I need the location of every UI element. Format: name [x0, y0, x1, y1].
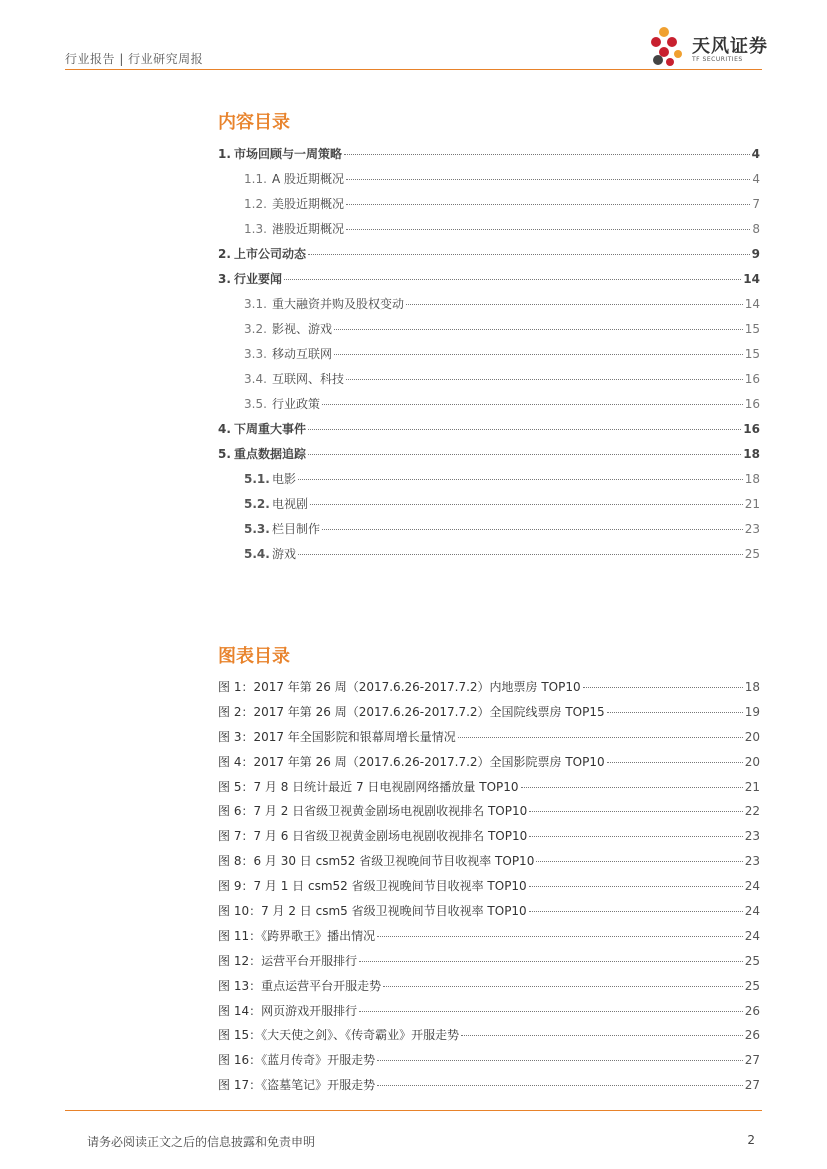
- toc-entry[interactable]: [218, 467, 760, 492]
- figure-entry-page: 22: [744, 804, 760, 819]
- toc-entry-page: 9: [751, 247, 760, 261]
- toc-entry-page: 16: [744, 372, 760, 386]
- toc-entry-page: 14: [743, 272, 760, 286]
- figure-entry[interactable]: [218, 775, 760, 800]
- toc-entry-label: 重点数据追踪: [234, 447, 307, 461]
- toc-entry-number: 3.5.: [244, 397, 267, 411]
- figure-entry-label: 图 11：《跨界歌王》播出情况: [218, 928, 376, 943]
- figure-entry-label: 图 8：6 月 30 日 csm52 省级卫视晚间节目收视率 TOP10: [218, 854, 535, 869]
- figure-entry[interactable]: [218, 799, 760, 824]
- figures-title: 图表目录: [218, 646, 290, 667]
- figure-entry[interactable]: [218, 1073, 760, 1098]
- figure-entry-page: 19: [744, 704, 760, 719]
- dot-leader: [346, 229, 750, 230]
- toc-entry-label: 港股近期概况: [272, 222, 345, 236]
- dot-leader: [308, 454, 741, 455]
- toc-entry-number: 5.4.: [244, 547, 270, 561]
- toc-entry-number: 5.3.: [244, 522, 270, 536]
- toc-entry-page: 4: [751, 147, 760, 161]
- toc-entry-number: 3.1.: [244, 297, 267, 311]
- dot-leader: [383, 986, 743, 987]
- logo-subtitle: TF SECURITIES: [692, 56, 743, 63]
- figure-entry-label: 图 10：7 月 2 日 csm5 省级卫视晚间节目收视率 TOP10: [218, 904, 527, 919]
- toc-entry[interactable]: [218, 542, 760, 567]
- figure-entry-label: 图 2：2017 年第 26 周（2017.6.26-2017.7.2）全国院线票房 TOP15: [218, 704, 605, 719]
- dot-leader: [334, 354, 743, 355]
- toc-entry-label: 电视剧: [272, 497, 309, 511]
- dot-leader: [377, 936, 743, 937]
- figure-entry-label: 图 14：网页游戏开服排行: [218, 1003, 358, 1018]
- toc-entry-label: 移动互联网: [272, 347, 333, 361]
- header-breadcrumb: 行业报告 | 行业研究周报: [65, 52, 204, 66]
- figure-entry-label: 图 1：2017 年第 26 周（2017.6.26-2017.7.2）内地票房 TOP10: [218, 680, 581, 694]
- toc-entry-page: 21: [744, 497, 760, 511]
- toc-entry-label: A 股近期概况: [272, 172, 345, 186]
- dot-leader: [284, 279, 741, 280]
- figure-entry-label: 图 16：《蓝月传奇》开服走势: [218, 1053, 376, 1068]
- figure-entry[interactable]: [218, 1048, 760, 1073]
- toc-entry-label: 电影: [272, 472, 297, 486]
- dot-leader: [607, 712, 743, 713]
- toc-entry-page: 4: [752, 172, 760, 186]
- toc-entry-page: 18: [743, 447, 760, 461]
- toc-entry-page: 18: [744, 472, 760, 486]
- figure-entry[interactable]: [218, 700, 760, 725]
- figure-entry-page: 23: [744, 829, 760, 844]
- toc-entry-page: 16: [743, 422, 760, 436]
- figure-entry-label: 图 5：7 月 8 日统计最近 7 日电视剧网络播放量 TOP10: [218, 779, 519, 794]
- figure-entry-label: 图 6：7 月 2 日省级卫视黄金剧场电视剧收视排名 TOP10: [218, 804, 528, 819]
- toc-entry-page: 23: [744, 522, 760, 536]
- dot-leader: [536, 861, 742, 862]
- dot-leader: [607, 762, 743, 763]
- toc-entry[interactable]: [218, 292, 760, 317]
- dot-leader: [359, 1011, 743, 1012]
- figure-entry-page: 18: [744, 680, 760, 694]
- toc-entry[interactable]: [218, 167, 760, 192]
- toc-entry-number: 3.4.: [244, 372, 267, 386]
- dot-leader: [359, 961, 743, 962]
- toc-entry-number: 5.1.: [244, 472, 270, 486]
- dot-leader: [458, 737, 743, 738]
- figure-entry-label: 图 13：重点运营平台开服走势: [218, 978, 382, 993]
- footer-disclaimer: 请务必阅读正文之后的信息披露和免责申明: [87, 1135, 316, 1149]
- figure-entry-label: 图 3：2017 年全国影院和银幕周增长量情况: [218, 729, 456, 744]
- toc-entry-number: 3.: [218, 272, 231, 286]
- toc-entry-label: 游戏: [272, 547, 297, 561]
- toc-entry[interactable]: [218, 517, 760, 542]
- figure-entry-page: 21: [744, 779, 760, 794]
- dot-leader: [529, 911, 743, 912]
- toc-entry-page: 14: [744, 297, 760, 311]
- dot-leader: [298, 554, 743, 555]
- dot-leader: [529, 836, 742, 837]
- toc-entry-label: 互联网、科技: [272, 372, 345, 386]
- toc-entry-label: 美股近期概况: [272, 197, 345, 211]
- toc-entry[interactable]: [218, 267, 760, 292]
- dot-leader: [521, 787, 743, 788]
- figure-entry-page: 23: [744, 854, 760, 869]
- dot-leader: [377, 1060, 743, 1061]
- toc-entry-page: 15: [744, 322, 760, 336]
- dot-leader: [346, 379, 743, 380]
- dot-leader: [346, 204, 750, 205]
- toc-entry[interactable]: [218, 442, 760, 467]
- company-logo: [650, 24, 768, 68]
- figure-entry[interactable]: [218, 1023, 760, 1048]
- page-number: 2: [747, 1133, 755, 1147]
- toc-entry[interactable]: [218, 242, 760, 267]
- toc-entry[interactable]: [218, 217, 760, 242]
- toc-entry-label: 影视、游戏: [272, 322, 333, 336]
- figure-entry-page: 25: [744, 978, 760, 993]
- dot-leader: [346, 179, 750, 180]
- toc-entry-number: 5.2.: [244, 497, 270, 511]
- toc-entry-number: 2.: [218, 247, 231, 261]
- toc-entry-page: 8: [752, 222, 760, 236]
- figure-entry-page: 26: [744, 1028, 760, 1043]
- table-of-contents: [218, 142, 760, 567]
- figure-list: [218, 675, 760, 1098]
- figure-entry-page: 27: [744, 1078, 760, 1093]
- dot-leader: [298, 479, 743, 480]
- toc-entry-page: 15: [744, 347, 760, 361]
- toc-entry-number: 4.: [218, 422, 231, 436]
- toc-entry-label: 行业要闻: [234, 272, 283, 286]
- header-divider: [65, 69, 762, 70]
- toc-entry-number: 3.2.: [244, 322, 267, 336]
- toc-entry-label: 上市公司动态: [234, 247, 307, 261]
- toc-entry-label: 重大融资并购及股权变动: [272, 297, 405, 311]
- toc-entry-number: 1.3.: [244, 222, 267, 236]
- dot-leader: [406, 304, 743, 305]
- toc-entry[interactable]: [218, 192, 760, 217]
- figure-entry[interactable]: [218, 750, 760, 775]
- toc-entry-page: 7: [752, 197, 760, 211]
- figure-entry-label: 图 4：2017 年第 26 周（2017.6.26-2017.7.2）全国影院票房 TOP10: [218, 754, 605, 769]
- toc-entry-number: 1.2.: [244, 197, 267, 211]
- dot-leader: [310, 504, 743, 505]
- figure-entry[interactable]: [218, 824, 760, 849]
- dot-leader: [308, 254, 750, 255]
- toc-entry-label: 行业政策: [272, 397, 321, 411]
- toc-title: 内容目录: [218, 112, 290, 133]
- dot-leader: [344, 154, 750, 155]
- figure-entry[interactable]: [218, 974, 760, 999]
- footer-divider: [65, 1110, 762, 1111]
- figure-entry-label: 图 12：运营平台开服排行: [218, 953, 358, 968]
- dot-leader: [583, 687, 743, 688]
- figure-entry-page: 24: [744, 928, 760, 943]
- toc-entry-label: 栏目制作: [272, 522, 321, 536]
- toc-entry-page: 16: [744, 397, 760, 411]
- figure-entry-label: 图 17：《盗墓笔记》开服走势: [218, 1078, 376, 1093]
- dot-leader: [308, 429, 741, 430]
- figure-entry-page: 26: [744, 1003, 760, 1018]
- dot-leader: [529, 886, 743, 887]
- logo-name: 天风证券: [692, 36, 768, 57]
- dot-leader: [529, 811, 742, 812]
- toc-entry-number: 1.: [218, 147, 231, 161]
- figure-entry-label: 图 15：《大天使之剑》、《传奇霸业》开服走势: [218, 1028, 460, 1043]
- figure-entry[interactable]: [218, 849, 760, 874]
- figure-entry[interactable]: [218, 899, 760, 924]
- figure-entry[interactable]: [218, 924, 760, 949]
- toc-entry-number: 5.: [218, 447, 231, 461]
- toc-entry-label: 下周重大事件: [234, 422, 307, 436]
- figure-entry[interactable]: [218, 725, 760, 750]
- dot-leader: [322, 404, 743, 405]
- figure-entry[interactable]: [218, 874, 760, 899]
- figure-entry-page: 27: [744, 1053, 760, 1068]
- figure-entry-page: 25: [744, 953, 760, 968]
- figure-entry-page: 24: [744, 904, 760, 919]
- dot-leader: [334, 329, 743, 330]
- flower-logo-icon: [650, 24, 690, 68]
- figure-entry-page: 24: [744, 879, 760, 894]
- figure-entry[interactable]: [218, 949, 760, 974]
- figure-entry-page: 20: [744, 754, 760, 769]
- toc-entry-number: 1.1.: [244, 172, 267, 186]
- toc-entry[interactable]: [218, 317, 760, 342]
- toc-entry[interactable]: [218, 342, 760, 367]
- figure-entry-label: 图 9：7 月 1 日 csm52 省级卫视晚间节目收视率 TOP10: [218, 879, 527, 894]
- toc-entry[interactable]: [218, 492, 760, 517]
- dot-leader: [461, 1035, 743, 1036]
- toc-entry[interactable]: [218, 392, 760, 417]
- toc-entry[interactable]: [218, 367, 760, 392]
- toc-entry[interactable]: [218, 142, 760, 167]
- toc-entry-page: 25: [744, 547, 760, 561]
- figure-entry-label: 图 7：7 月 6 日省级卫视黄金剧场电视剧收视排名 TOP10: [218, 829, 528, 844]
- figure-entry-page: 20: [744, 729, 760, 744]
- figure-entry[interactable]: [218, 675, 760, 700]
- figure-entry[interactable]: [218, 999, 760, 1024]
- toc-entry-label: 市场回顾与一周策略: [234, 147, 343, 161]
- toc-entry-number: 3.3.: [244, 347, 267, 361]
- dot-leader: [377, 1085, 743, 1086]
- dot-leader: [322, 529, 743, 530]
- toc-entry[interactable]: [218, 417, 760, 442]
